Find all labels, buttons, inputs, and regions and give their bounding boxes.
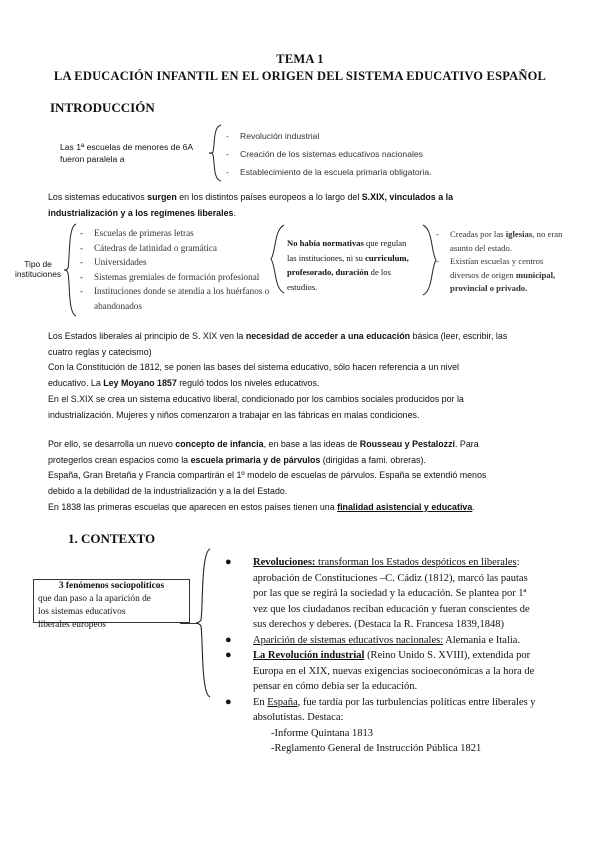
creadas-item: - Existían escuelas y centros diversos de origen municipal, provincial o privado. <box>436 255 562 296</box>
schools-brace <box>209 124 223 182</box>
bullet-sistemas-nacionales: ● Aparición de sistemas educativos nacionales: Alemania e Italia. <box>225 633 521 646</box>
intro-paragraph-1: Los sistemas educativos surgen en los distintos países europeos a lo largo del S.XIX, vinculados a la industrialización y a los regímenes liberales. <box>48 192 454 218</box>
creadas-item: - Creadas por las iglesias, no eran asunto del estado. <box>436 228 562 255</box>
schools-item: - Creación de los sistemas educativos nacionales <box>226 145 432 163</box>
schools-list <box>226 127 432 181</box>
schools-label-line2: fueron paralela a <box>60 154 125 164</box>
tipo-item: - Cátedras de latinidad o gramática <box>80 241 269 256</box>
tipo-item: - Escuelas de primeras letras <box>80 226 269 241</box>
tipo-item: - Universidades <box>80 255 269 270</box>
document-title: TEMA 1 <box>276 52 324 66</box>
contexto-bullets <box>225 555 595 757</box>
fenomenos-box: 3 fenómenos sociopolíticos que dan paso a la aparición de los sistemas educativos liberales europeos <box>33 579 190 623</box>
normativas-brace-left <box>268 224 288 294</box>
normativas-note: No había normativas que regulan las instituciones, ni su curriculum, profesorado, duración de los estudios. <box>287 238 409 292</box>
tipo-label: Tipo de instituciones <box>14 259 62 279</box>
tipo-item: - Instituciones donde se atendía a los huérfanos o <box>80 284 269 299</box>
tipo-item: - Sistemas gremiales de formación profesional <box>80 270 269 285</box>
intro-heading: INTRODUCCIÓN <box>50 100 155 115</box>
tipo-brace <box>64 223 78 317</box>
bullet-revolucion-industrial: ● La Revolución industrial (Reino Unido S. XVIII), extendida por Europa en el XIX, nuevas exigencias socioeconómicas a la hora de pensar en cómo debía ser la educación. <box>225 649 535 692</box>
bullet-revoluciones: ● Revoluciones: transforman los Estados despóticos en liberales: aprobación de Constituciones –C. Cádiz (1812), marcó las pautas por las que se regirá la sociedad y la educación. Se plantea por 1ª vez que los ciudadanos reciban educación y fueran conscientes de sus derechos y deberes. (Destaca la R. Francesa 1839,1848) <box>225 556 530 630</box>
schools-item: - Establecimiento de la escuela primaria obligatoria. <box>226 163 432 181</box>
tipo-list <box>80 226 269 313</box>
schools-label <box>60 141 193 165</box>
contexto-heading: 1. CONTEXTO <box>68 531 156 546</box>
intro-paragraph-3: Por ello, se desarrolla un nuevo concepto de infancia, en base a las ideas de Rousseau y Pestalozzi. Para protegerlos crean espacios como la escuela primaria y de párvulos (dirigidas a fami. obreras). España, Gran Bretaña y Francia compartirán el 1º modelo de escuelas de párvulos. España se extendió menos debido a la debilidad de la industrialización y a la del Estado. En 1838 las primeras escuelas que aparecen en estos países tienen una finalidad asistencial y educativa. <box>48 439 487 512</box>
schools-label-line1: Las 1ª escuelas de menores de 6A <box>60 142 194 152</box>
document-subtitle: LA EDUCACIÓN INFANTIL EN EL ORIGEN DEL SISTEMA EDUCATIVO ESPAÑOL <box>53 69 547 83</box>
tipo-item-continued: - abandonados <box>80 299 269 314</box>
intro-paragraph-2: Los Estados liberales al principio de S. XIX ven la necesidad de acceder a una educación básica (leer, escribir, las cuatro reglas y catecismo) Con la Constitución de 1812, se ponen las bases del sistema educativo, sólo hacen referencia a un nivel educativo. La Ley Moyano 1857 reguló todos los niveles educativos. En el S.XIX se crea un sistema educativo liberal, condicionado por los cambios sociales producidos por la industrialización. Mujeres y niños comenzaron a trabajar en las fábricas en malas condiciones. <box>48 331 508 420</box>
contexto-brace <box>196 548 212 698</box>
schools-item: - Revolución industrial <box>226 127 432 145</box>
creadas-list <box>436 228 562 296</box>
bullet-espana: ● En España, fue tardía por las turbulencias políticas entre liberales y absolutistas. Destaca: -Informe Quintana 1813 -Reglamento General de Instrucción Pública 1821 <box>225 695 536 754</box>
